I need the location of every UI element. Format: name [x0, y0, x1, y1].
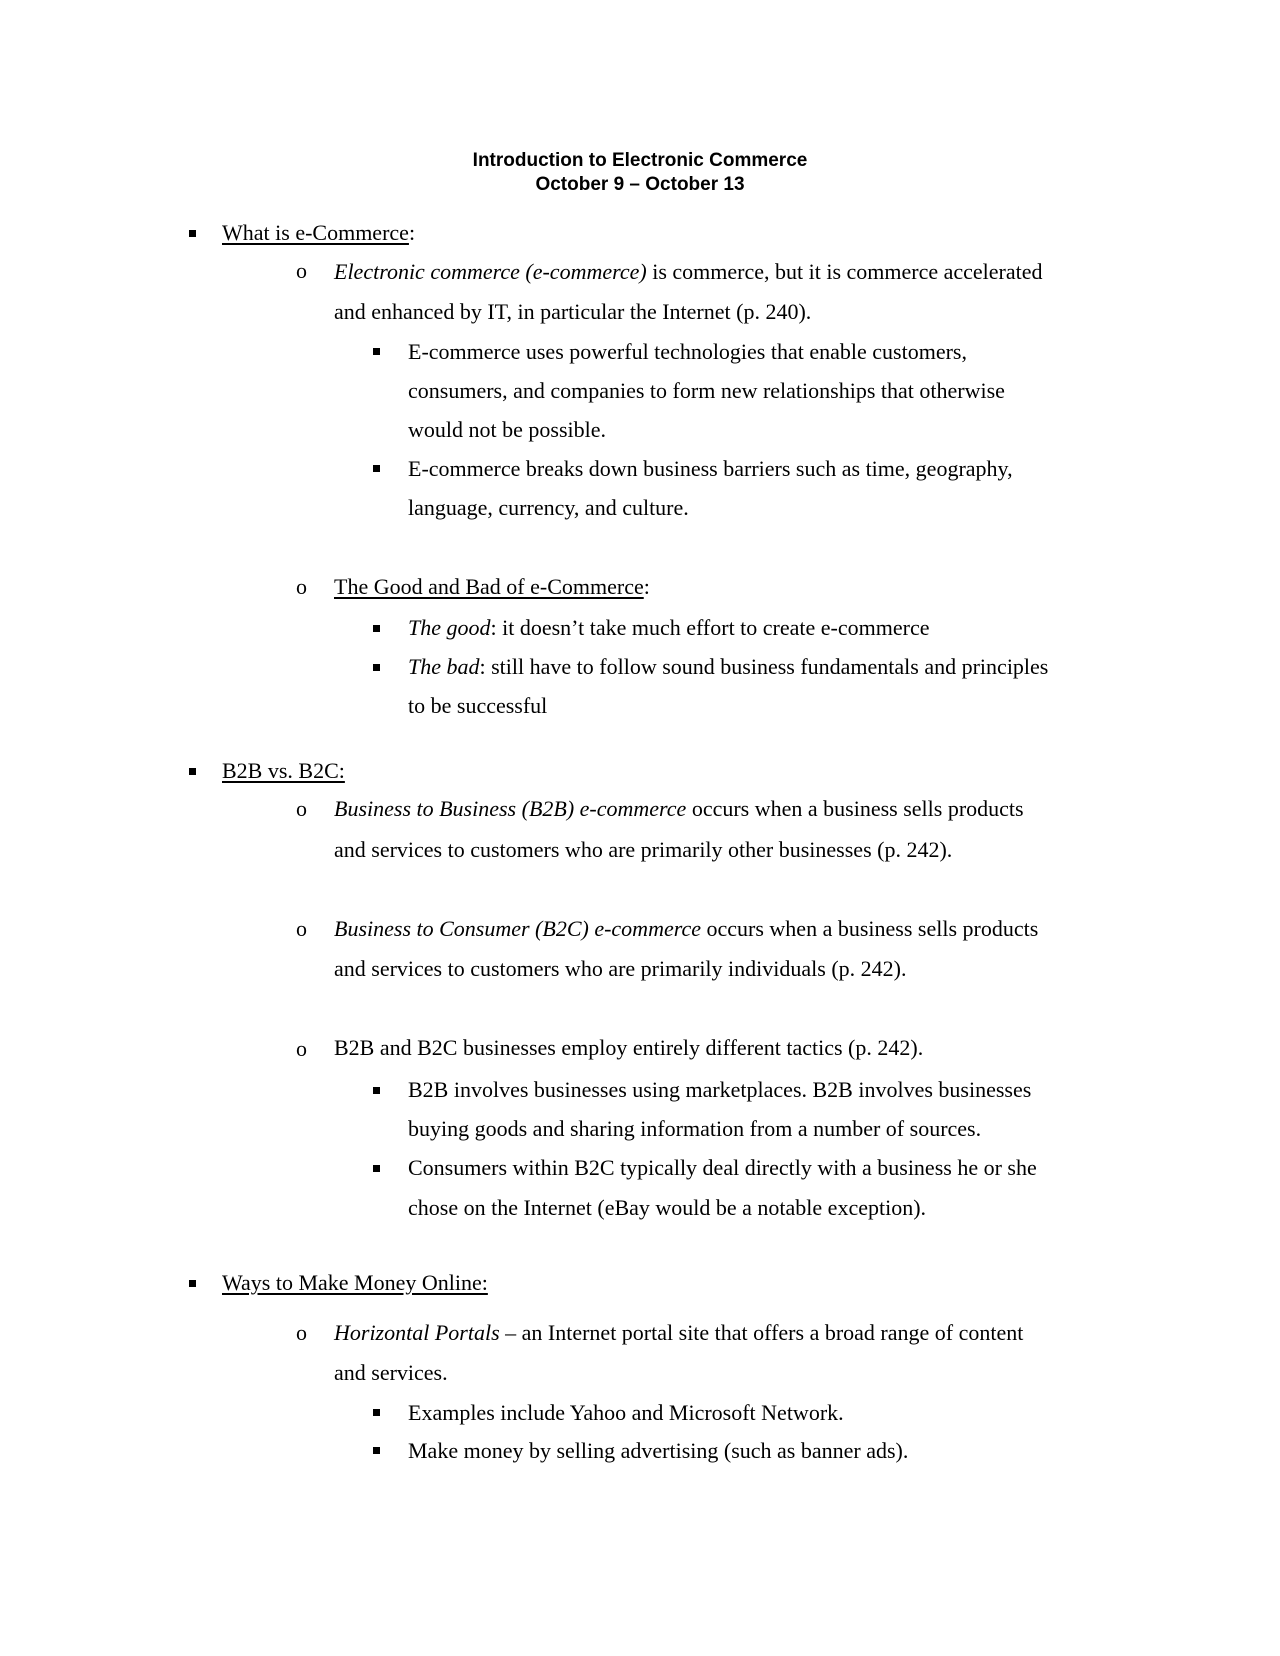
- section-heading-what-is-ecommerce: What is e-Commerce:: [222, 220, 416, 245]
- bullet-circle-marker: o: [296, 916, 307, 941]
- definition-ecommerce: Electronic commerce (e-commerce) is commerce, but it is commerce accelerated: [334, 259, 1043, 284]
- list-item: Consumers within B2C typically deal directly with a business he or she: [408, 1155, 1037, 1180]
- bullet-square-marker: [373, 465, 380, 472]
- definition-b2c-cont: and services to customers who are primarily individuals (p. 242).: [334, 956, 907, 981]
- definition-b2b: Business to Business (B2B) e-commerce occurs when a business sells products: [334, 796, 1024, 821]
- list-item: B2B involves businesses using marketplaces. B2B involves businesses: [408, 1077, 1032, 1102]
- list-item: Examples include Yahoo and Microsoft Network.: [408, 1400, 844, 1425]
- definition-horizontal-portals-cont: and services.: [334, 1360, 448, 1385]
- subheading-good-and-bad: The Good and Bad of e-Commerce:: [334, 574, 650, 599]
- bullet-circle-marker: o: [296, 258, 307, 283]
- bullet-circle-marker: o: [296, 796, 307, 821]
- list-item-cont: consumers, and companies to form new relationships that otherwise: [408, 378, 1005, 403]
- bullet-square-marker: [189, 1280, 196, 1287]
- definition-b2c: Business to Consumer (B2C) e-commerce occurs when a business sells products: [334, 916, 1039, 941]
- list-item-cont: chose on the Internet (eBay would be a notable exception).: [408, 1195, 927, 1220]
- bullet-circle-marker: o: [296, 574, 307, 599]
- list-item-bad: The bad: still have to follow sound business fundamentals and principles: [408, 654, 1049, 679]
- bullet-square-marker: [373, 625, 380, 632]
- bullet-square-marker: [373, 1447, 380, 1454]
- bullet-square-marker: [373, 1165, 380, 1172]
- document-dates: October 9 – October 13: [535, 174, 745, 195]
- list-item: E-commerce breaks down business barriers such as time, geography,: [408, 456, 1013, 481]
- section-heading-b2b-vs-b2c: B2B vs. B2C:: [222, 758, 345, 783]
- document-title: Introduction to Electronic Commerce: [472, 150, 808, 171]
- bullet-square-marker: [373, 664, 380, 671]
- definition-b2b-cont: and services to customers who are primarily other businesses (p. 242).: [334, 837, 953, 862]
- list-item: Make money by selling advertising (such as banner ads).: [408, 1438, 909, 1463]
- bullet-circle-marker: o: [296, 1036, 307, 1061]
- list-item-cont: would not be possible.: [408, 417, 606, 442]
- definition-horizontal-portals: Horizontal Portals – an Internet portal site that offers a broad range of content: [334, 1320, 1024, 1345]
- bullet-square-marker: [373, 1409, 380, 1416]
- bullet-square-marker: [189, 768, 196, 775]
- bullet-square-marker: [373, 1087, 380, 1094]
- bullet-circle-marker: o: [296, 1320, 307, 1345]
- section-heading-make-money: Ways to Make Money Online:: [222, 1270, 488, 1295]
- list-item-cont: language, currency, and culture.: [408, 495, 689, 520]
- list-item-cont: to be successful: [408, 693, 548, 718]
- bullet-square-marker: [373, 348, 380, 355]
- bullet-square-marker: [189, 230, 196, 237]
- definition-ecommerce-cont: and enhanced by IT, in particular the Internet (p. 240).: [334, 299, 812, 324]
- list-item-good: The good: it doesn’t take much effort to create e-commerce: [408, 615, 930, 640]
- list-item-cont: buying goods and sharing information from a number of sources.: [408, 1116, 982, 1141]
- list-item: E-commerce uses powerful technologies that enable customers,: [408, 339, 967, 364]
- tactics-statement: B2B and B2C businesses employ entirely different tactics (p. 242).: [334, 1035, 924, 1060]
